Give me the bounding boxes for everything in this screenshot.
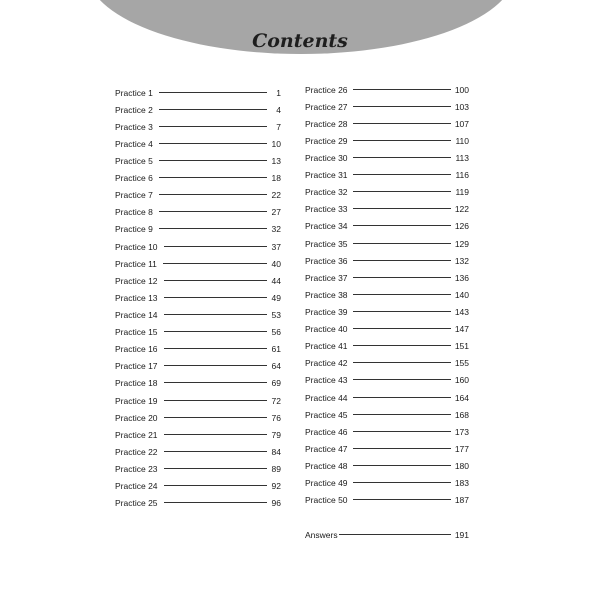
entry-label: Practice 28 [305, 118, 348, 129]
entry-page-number: 89 [271, 463, 281, 474]
contents-entry[interactable] [115, 306, 281, 323]
entry-page-number: 96 [271, 498, 281, 509]
entry-label: Practice 48 [305, 460, 348, 471]
contents-entry[interactable] [305, 440, 469, 457]
leader-line [339, 534, 451, 535]
leader-line [163, 263, 267, 264]
entry-label: Practice 23 [115, 463, 158, 474]
entry-label: Practice 39 [305, 306, 348, 317]
entry-page-number: 155 [454, 358, 469, 369]
entry-page-number: 173 [454, 426, 469, 437]
leader-line [353, 362, 451, 363]
leader-line [164, 331, 267, 332]
leader-line [164, 485, 267, 486]
entry-label: Practice 31 [305, 170, 348, 181]
leader-line [353, 123, 451, 124]
contents-entry[interactable] [115, 409, 281, 426]
entry-page-number: 151 [454, 341, 469, 352]
leader-line [164, 434, 267, 435]
entry-label: Practice 8 [115, 207, 153, 218]
contents-entry[interactable] [305, 81, 469, 98]
leader-line [353, 482, 451, 483]
leader-line [353, 140, 452, 141]
entry-label: Practice 43 [305, 375, 348, 386]
entry-label: Practice 12 [115, 275, 158, 286]
leader-line [164, 502, 267, 503]
entry-label: Practice 45 [305, 409, 348, 420]
leader-line [164, 468, 267, 469]
entry-page-number: 160 [454, 375, 469, 386]
entry-page-number: 64 [271, 361, 281, 372]
entry-label: Practice 10 [115, 241, 158, 252]
contents-entry[interactable] [305, 372, 469, 389]
leader-line [353, 379, 451, 380]
leader-line [353, 277, 451, 278]
contents-entry[interactable] [305, 235, 469, 252]
leader-line [353, 243, 451, 244]
entry-page-number: 84 [271, 446, 281, 457]
leader-line [164, 314, 267, 315]
entry-page-number: 177 [454, 443, 469, 454]
leader-line [353, 191, 452, 192]
leader-line [353, 174, 452, 175]
entry-label: Practice 40 [305, 324, 348, 335]
entry-label: Practice 9 [115, 224, 153, 235]
entry-page-number: 122 [454, 204, 469, 215]
entry-page-number: 44 [271, 275, 281, 286]
entry-page-number: 129 [454, 238, 469, 249]
entry-label: Practice 30 [305, 152, 348, 163]
leader-line [353, 208, 451, 209]
entry-label: Practice 2 [115, 104, 153, 115]
contents-page [83, 0, 517, 600]
leader-line [353, 157, 452, 158]
entry-page-number: 126 [454, 221, 469, 232]
leader-line [164, 348, 267, 349]
leader-line [159, 143, 267, 144]
entry-page-number: 140 [454, 289, 469, 300]
entry-label: Practice 49 [305, 478, 348, 489]
entry-label: Practice 50 [305, 495, 348, 506]
contents-entry[interactable] [115, 289, 281, 306]
entry-label: Practice 34 [305, 221, 348, 232]
contents-entry[interactable] [305, 115, 469, 132]
entry-label: Practice 32 [305, 187, 348, 198]
contents-entry[interactable] [305, 423, 469, 440]
contents-entry[interactable] [305, 303, 469, 320]
entry-label: Practice 21 [115, 429, 158, 440]
entry-page-number: 183 [454, 478, 469, 489]
entry-page-number: 143 [454, 306, 469, 317]
entry-label: Practice 20 [115, 412, 158, 423]
entry-page-number: 7 [276, 121, 281, 132]
contents-entry[interactable] [115, 375, 281, 392]
entry-label: Practice 24 [115, 481, 158, 492]
entry-label: Practice 35 [305, 238, 348, 249]
leader-line [353, 465, 451, 466]
leader-line [353, 448, 451, 449]
contents-entry[interactable] [305, 184, 469, 201]
entry-label: Practice 4 [115, 138, 153, 149]
entry-page-number: 116 [455, 170, 469, 181]
contents-entry[interactable] [115, 135, 281, 152]
entry-page-number: 191 [454, 529, 469, 540]
contents-entry[interactable] [115, 118, 281, 135]
entry-label: Practice 16 [115, 344, 158, 355]
contents-entry[interactable] [305, 389, 469, 406]
leader-line [159, 109, 267, 110]
contents-entry[interactable] [305, 149, 469, 166]
contents-entry[interactable] [115, 84, 281, 101]
contents-entry[interactable] [305, 338, 469, 355]
contents-entry[interactable] [115, 460, 281, 477]
entry-page-number: 56 [271, 327, 281, 338]
contents-entry[interactable] [305, 321, 469, 338]
entry-label: Practice 5 [115, 155, 153, 166]
contents-entry[interactable] [115, 392, 281, 409]
entry-page-number: 107 [454, 118, 469, 129]
leader-line [353, 345, 451, 346]
contents-entry[interactable] [305, 406, 469, 423]
contents-entry[interactable] [305, 167, 469, 184]
entry-page-number: 187 [454, 495, 469, 506]
contents-entry[interactable] [115, 358, 281, 375]
contents-entry[interactable] [115, 272, 281, 289]
entry-label: Practice 26 [305, 84, 348, 95]
entry-page-number: 164 [454, 392, 469, 403]
leader-line [353, 311, 451, 312]
leader-line [353, 499, 451, 500]
leader-line [353, 328, 451, 329]
contents-entry[interactable] [305, 252, 469, 269]
entry-page-number: 110 [455, 135, 469, 146]
contents-entry[interactable] [305, 355, 469, 372]
leader-line [353, 397, 451, 398]
contents-entry[interactable] [115, 341, 281, 358]
entry-page-number: 113 [455, 152, 469, 163]
entry-page-number: 72 [271, 395, 281, 406]
entry-page-number: 1 [276, 87, 281, 98]
entry-label: Practice 17 [115, 361, 158, 372]
entry-page-number: 132 [454, 255, 469, 266]
contents-entry[interactable] [115, 101, 281, 118]
leader-line [353, 106, 451, 107]
contents-entry[interactable] [115, 204, 281, 221]
leader-line [353, 431, 451, 432]
contents-entry-answers[interactable] [305, 526, 469, 543]
contents-entry[interactable] [115, 426, 281, 443]
entry-page-number: 76 [271, 412, 281, 423]
leader-line [164, 400, 267, 401]
entry-page-number: 40 [271, 258, 281, 269]
entry-page-number: 69 [271, 378, 281, 389]
entry-page-number: 92 [271, 481, 281, 492]
leader-line [164, 417, 267, 418]
entry-page-number: 49 [271, 292, 281, 303]
leader-line [164, 451, 267, 452]
entry-label: Practice 13 [115, 292, 158, 303]
contents-entry[interactable] [115, 152, 281, 169]
entry-page-number: 136 [454, 272, 469, 283]
leader-line [159, 160, 267, 161]
entry-page-number: 61 [271, 344, 281, 355]
leader-line [164, 280, 267, 281]
entry-page-number: 22 [271, 190, 281, 201]
contents-entry[interactable] [115, 238, 281, 255]
entry-label: Answers [305, 529, 338, 540]
entry-label: Practice 25 [115, 498, 158, 509]
entry-label: Practice 11 [115, 258, 157, 269]
contents-entry[interactable] [115, 221, 281, 238]
entry-label: Practice 19 [115, 395, 158, 406]
entry-label: Practice 1 [115, 87, 153, 98]
entry-page-number: 27 [271, 207, 281, 218]
entry-label: Practice 14 [115, 309, 158, 320]
contents-entry[interactable] [115, 495, 281, 512]
entry-page-number: 37 [271, 241, 281, 252]
entry-label: Practice 22 [115, 446, 158, 457]
leader-line [353, 294, 451, 295]
leader-line [159, 126, 267, 127]
entry-page-number: 32 [271, 224, 281, 235]
entry-page-number: 147 [454, 324, 469, 335]
entry-label: Practice 47 [305, 443, 348, 454]
contents-entry[interactable] [305, 201, 469, 218]
entry-page-number: 18 [271, 173, 281, 184]
contents-entry[interactable] [305, 457, 469, 474]
contents-entry[interactable] [305, 492, 469, 509]
leader-line [164, 297, 267, 298]
entry-page-number: 180 [454, 460, 469, 471]
entry-page-number: 10 [271, 138, 281, 149]
contents-column-right [305, 81, 469, 509]
contents-entry[interactable] [305, 269, 469, 286]
contents-entry[interactable] [115, 255, 281, 272]
entry-label: Practice 29 [305, 135, 348, 146]
entry-label: Practice 15 [115, 327, 158, 338]
entry-label: Practice 46 [305, 426, 348, 437]
page-title: Contents [252, 30, 348, 52]
leader-line [353, 225, 451, 226]
leader-line [164, 382, 267, 383]
entry-label: Practice 42 [305, 358, 348, 369]
contents-entry[interactable] [115, 170, 281, 187]
leader-line [164, 365, 267, 366]
entry-label: Practice 27 [305, 101, 348, 112]
contents-entry[interactable] [305, 475, 469, 492]
entry-label: Practice 41 [305, 341, 348, 352]
entry-page-number: 4 [276, 104, 281, 115]
contents-entry[interactable] [305, 286, 469, 303]
leader-line [353, 89, 451, 90]
leader-line [159, 211, 267, 212]
entry-page-number: 53 [271, 309, 281, 320]
entry-label: Practice 7 [115, 190, 153, 201]
contents-entry[interactable] [305, 218, 469, 235]
entry-label: Practice 3 [115, 121, 153, 132]
contents-column-left [115, 84, 281, 512]
leader-line [353, 414, 451, 415]
entry-label: Practice 6 [115, 173, 153, 184]
entry-label: Practice 36 [305, 255, 348, 266]
contents-entry[interactable] [115, 324, 281, 341]
entry-label: Practice 33 [305, 204, 348, 215]
contents-entry[interactable] [115, 478, 281, 495]
leader-line [159, 177, 267, 178]
leader-line [164, 246, 267, 247]
contents-entry[interactable] [305, 132, 469, 149]
contents-entry[interactable] [115, 443, 281, 460]
entry-page-number: 13 [271, 155, 281, 166]
leader-line [353, 260, 451, 261]
leader-line [159, 194, 267, 195]
entry-label: Practice 37 [305, 272, 348, 283]
entry-label: Practice 18 [115, 378, 158, 389]
contents-entry[interactable] [115, 187, 281, 204]
entry-page-number: 100 [454, 84, 469, 95]
contents-entry[interactable] [305, 98, 469, 115]
entry-label: Practice 44 [305, 392, 348, 403]
entry-page-number: 168 [454, 409, 469, 420]
entry-page-number: 79 [271, 429, 281, 440]
entry-page-number: 103 [454, 101, 469, 112]
leader-line [159, 228, 267, 229]
entry-page-number: 119 [455, 187, 469, 198]
leader-line [159, 92, 267, 93]
entry-label: Practice 38 [305, 289, 348, 300]
